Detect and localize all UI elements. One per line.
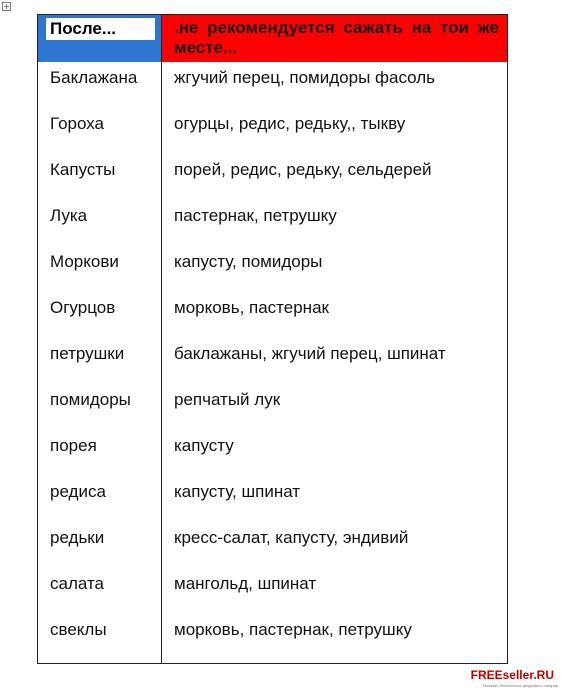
after-crop-cell: петрушки bbox=[50, 344, 125, 363]
watermark-title: FREEseller.RU bbox=[470, 668, 554, 682]
table-row bbox=[38, 430, 507, 476]
avoid-crops-cell: капусту, помидоры bbox=[174, 252, 323, 271]
table-row bbox=[38, 568, 507, 614]
after-crop-cell: салата bbox=[50, 574, 105, 593]
after-crop-cell: Баклажана bbox=[50, 68, 138, 87]
table-row bbox=[38, 292, 507, 338]
avoid-crops-cell: капусту bbox=[174, 436, 234, 455]
avoid-crops-cell: репчатый лук bbox=[174, 390, 281, 409]
table-row bbox=[38, 476, 507, 522]
after-crop-cell: Моркови bbox=[50, 252, 119, 271]
avoid-crops-cell: морковь, пастернак, петрушку bbox=[174, 620, 412, 639]
avoid-crops-cell: баклажаны, жгучий перец, шпинат bbox=[174, 344, 446, 363]
watermark-subtitle: Магазин бесплатных цифровых товаров bbox=[483, 683, 558, 688]
table-row bbox=[38, 614, 507, 660]
after-crop-cell: Огурцов bbox=[50, 298, 116, 317]
avoid-crops-cell: морковь, пастернак bbox=[174, 298, 329, 317]
header-cell-after bbox=[38, 15, 161, 62]
after-crop-cell: Гороха bbox=[50, 114, 105, 133]
header-cell-not-recommended bbox=[162, 15, 507, 62]
table-row bbox=[38, 62, 507, 108]
crop-rotation-table bbox=[37, 14, 508, 664]
table-row bbox=[38, 154, 507, 200]
avoid-crops-cell: огурцы, редис, редьку,, тыкву bbox=[174, 114, 406, 133]
after-crop-cell: помидоры bbox=[50, 390, 131, 409]
table-row bbox=[38, 246, 507, 292]
table-row bbox=[38, 522, 507, 568]
avoid-crops-cell: пастернак, петрушку bbox=[174, 206, 337, 225]
avoid-crops-cell: порей, редис, редьку, сельдерей bbox=[174, 160, 432, 179]
after-crop-cell: Лука bbox=[50, 206, 88, 225]
header-after-label: После... bbox=[50, 19, 117, 38]
after-crop-cell: редьки bbox=[50, 528, 105, 547]
table-row bbox=[38, 108, 507, 154]
table-move-handle-icon[interactable] bbox=[2, 2, 11, 11]
table-row bbox=[38, 338, 507, 384]
after-crop-cell: свеклы bbox=[50, 620, 107, 639]
header-not-recommended-label: .не рекомендуется сажать на тои же месте... bbox=[174, 18, 499, 57]
watermark-logo bbox=[470, 668, 562, 694]
avoid-crops-cell: кресс-салат, капусту, эндивий bbox=[174, 528, 409, 547]
avoid-crops-cell: капусту, шпинат bbox=[174, 482, 301, 501]
after-crop-cell: Капусты bbox=[50, 160, 116, 179]
table-row bbox=[38, 200, 507, 246]
table-body bbox=[38, 62, 507, 660]
avoid-crops-cell: жгучий перец, помидоры фасоль bbox=[174, 68, 436, 87]
table-row bbox=[38, 384, 507, 430]
avoid-crops-cell: мангольд, шпинат bbox=[174, 574, 317, 593]
after-crop-cell: порея bbox=[50, 436, 97, 455]
after-crop-cell: редиса bbox=[50, 482, 106, 501]
